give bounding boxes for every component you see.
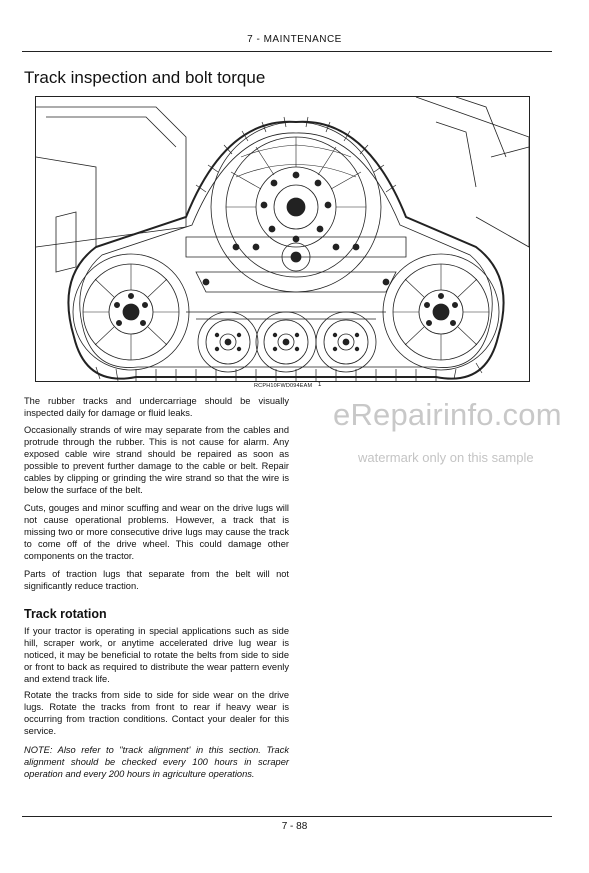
paragraph-text: If your tractor is operating in special applications such as side hill, scraper work, or anytime accelerated drive lug wear is noticed, it may be beneficial to rotate the belts from side to side or front to back as required to distribute the wear pattern evenly and extend track life.	[24, 626, 289, 684]
paragraph-text: Rotate the tracks from side to side for side wear on the drive lugs. Rotate the tracks from front to rear if heavy wear is occurring from traction conditions. Contact your dealer for this service.	[24, 690, 289, 736]
watermark-main: eRepairinfo.com	[333, 397, 562, 432]
track-drawing	[36, 97, 529, 381]
paragraph-text: Parts of traction lugs that separate from the belt will not significantly reduce traction.	[24, 569, 289, 591]
note-paragraph	[24, 745, 289, 781]
subheading-track-rotation: Track rotation	[24, 607, 107, 621]
header-rule	[22, 51, 552, 52]
page-number: 7 - 88	[281, 821, 308, 832]
track-undercarriage-illustration	[35, 96, 530, 382]
paragraph-text: The rubber tracks and undercarriage should be visually inspected daily for damage or fluid leaks.	[24, 396, 289, 418]
rotation-paragraph-1	[24, 626, 289, 686]
paragraph-text: Cuts, gouges and minor scuffing and wear on the drive lugs will not cause operational problems. However, a track that is missing two or more consecutive drive lugs may cause the track to come off of the drive wheel. This could damage other components on the tractor.	[24, 503, 289, 561]
paragraph-1	[24, 396, 289, 420]
page-title: Track inspection and bolt torque	[24, 68, 266, 87]
figure-code: RCPH10FWD094EAM	[254, 383, 313, 389]
paragraph-4	[24, 569, 289, 593]
paragraph-text: Occasionally strands of wire may separate from the cables and protrude through the rubber. This is not cause for alarm. Any exposed cable wire strand should be repaired as soon as possible to prevent further damage to the cable or belt. Repair cables by clipping or grinding the wire strand so that the wire is below the surface of the belt.	[24, 425, 289, 495]
paragraph-3	[24, 503, 289, 563]
watermark-subtext: watermark only on this sample	[358, 450, 534, 465]
paragraph-2	[24, 425, 289, 496]
figure-number: 1	[318, 382, 322, 388]
rotation-paragraph-2	[24, 690, 289, 738]
note-text: NOTE: Also refer to "track alignment' in this section. Track alignment should be checked every 100 hours in scraper operation and every 200 hours in agriculture operations.	[24, 745, 289, 779]
section-header: 7 - MAINTENANCE	[247, 34, 342, 45]
footer-rule	[22, 816, 552, 817]
